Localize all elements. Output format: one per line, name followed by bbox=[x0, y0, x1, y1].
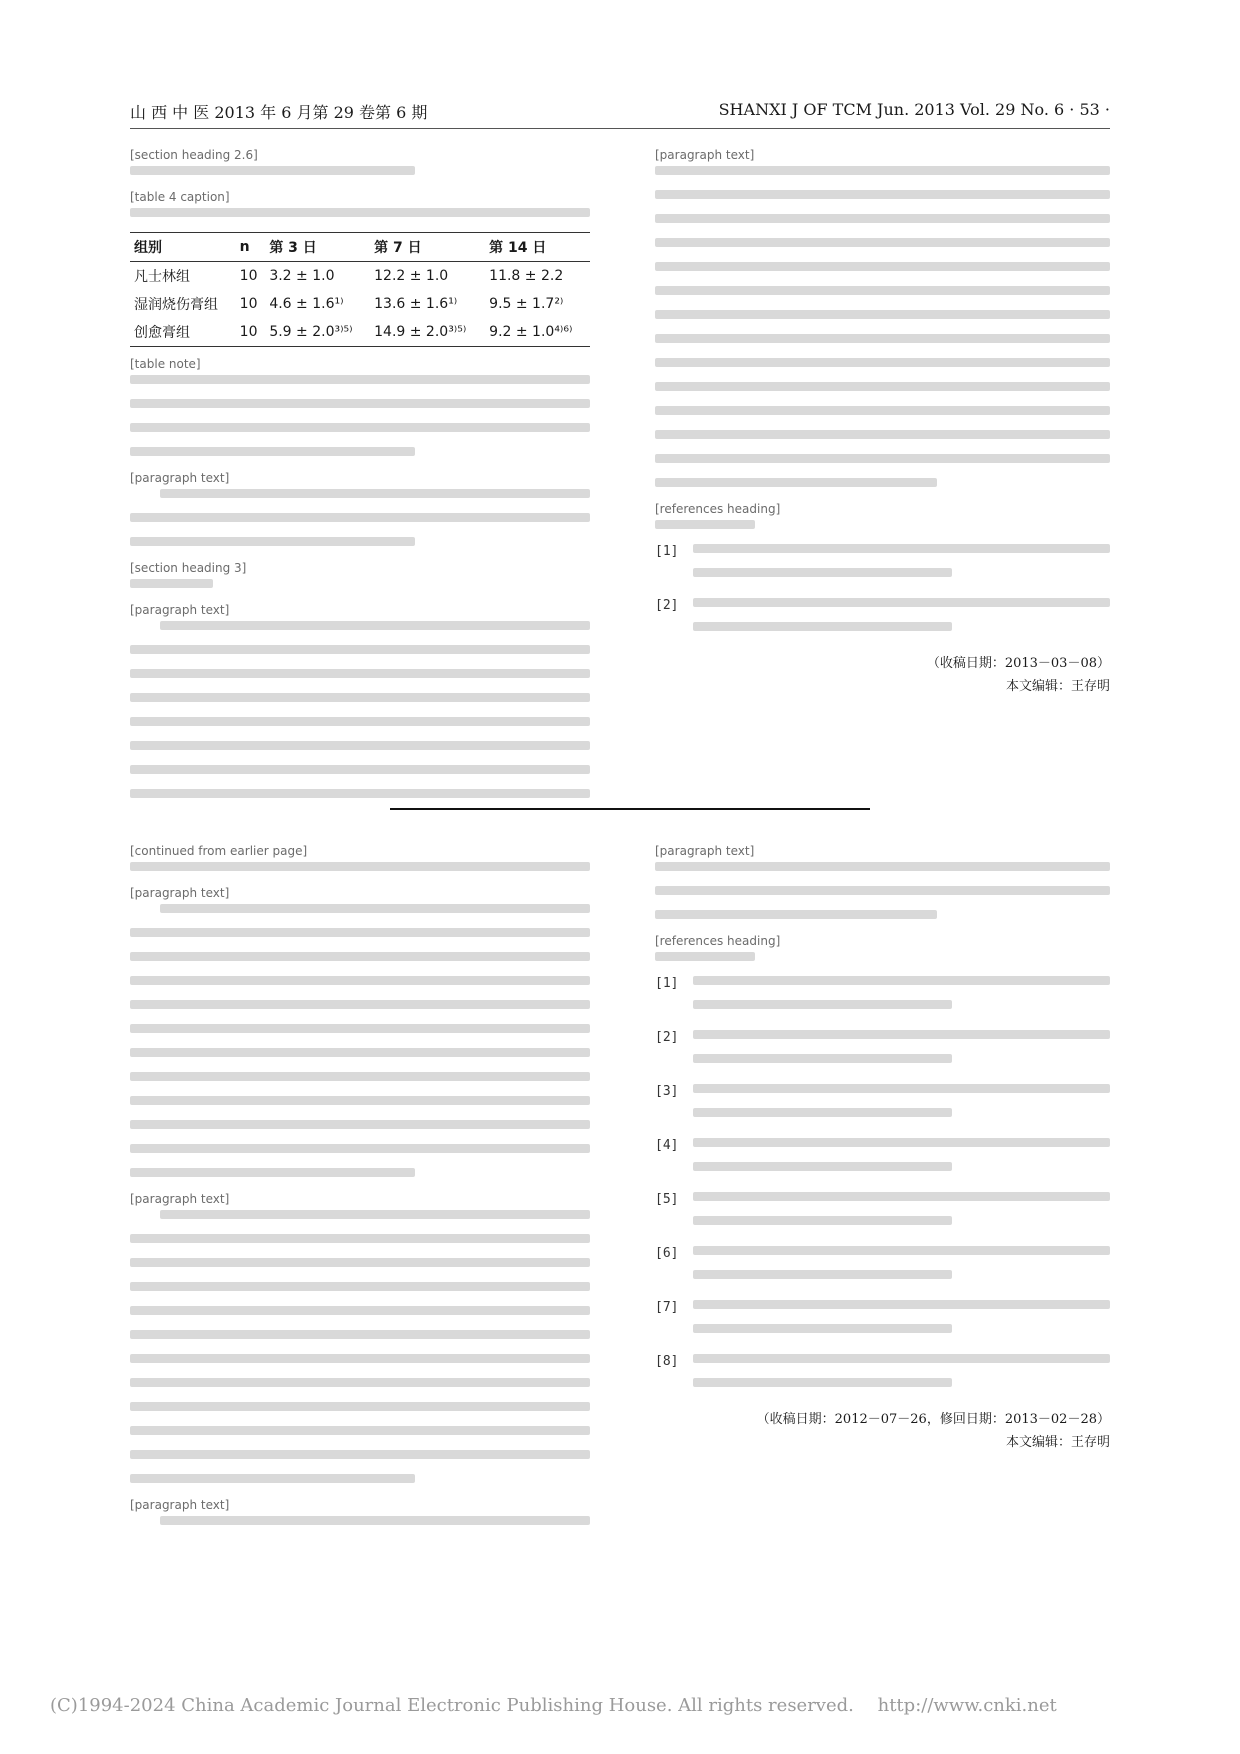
reference-item bbox=[655, 1192, 1110, 1240]
bottom-left-column bbox=[130, 838, 590, 1540]
reference-text bbox=[693, 976, 1110, 1024]
reference-number: [2] bbox=[655, 1030, 679, 1045]
reference-text bbox=[693, 1192, 1110, 1240]
table-4-caption: [table 4 caption] bbox=[130, 190, 230, 204]
received-date: （收稿日期：2012－07－26，修回日期：2013－02－28） bbox=[756, 1412, 1110, 1427]
references-heading: [references heading] bbox=[655, 934, 781, 948]
reference-item bbox=[655, 544, 1110, 592]
cnki-url: http://www.cnki.net bbox=[877, 1695, 1057, 1716]
line bbox=[693, 1354, 1110, 1363]
line bbox=[130, 1024, 590, 1033]
table-4 bbox=[130, 232, 590, 347]
table-note-label: [table note] bbox=[130, 357, 201, 371]
line bbox=[130, 447, 415, 456]
paragraph-label: [paragraph text] bbox=[130, 1192, 230, 1206]
line bbox=[655, 478, 937, 487]
line bbox=[160, 621, 590, 630]
line bbox=[130, 1450, 590, 1459]
line bbox=[693, 1192, 1110, 1201]
line bbox=[693, 1378, 952, 1387]
line bbox=[130, 789, 590, 798]
line bbox=[655, 238, 1110, 247]
line bbox=[130, 952, 590, 961]
continuation-label: [continued from earlier page] bbox=[130, 844, 308, 858]
line bbox=[130, 1258, 590, 1267]
table-row bbox=[130, 262, 590, 291]
column-header: 第 3 日 bbox=[269, 240, 317, 256]
line bbox=[130, 717, 590, 726]
table-row bbox=[130, 318, 590, 347]
reference-text bbox=[693, 1084, 1110, 1132]
line bbox=[130, 1402, 590, 1411]
line bbox=[693, 1108, 952, 1117]
line bbox=[655, 862, 1110, 871]
line bbox=[130, 1354, 590, 1363]
reference-number: [7] bbox=[655, 1300, 679, 1315]
editor-credit: 本文编辑：王存明 bbox=[1005, 1435, 1110, 1450]
line bbox=[130, 1330, 590, 1339]
reference-text bbox=[693, 1030, 1110, 1078]
line bbox=[693, 568, 952, 577]
line bbox=[693, 1270, 952, 1279]
paragraph-label: [paragraph text] bbox=[130, 471, 230, 485]
line bbox=[130, 669, 590, 678]
line bbox=[130, 765, 590, 774]
journal-issue-left: 山 西 中 医 2013 年 6 月第 29 卷第 6 期 bbox=[130, 103, 428, 122]
line bbox=[130, 1072, 590, 1081]
line bbox=[693, 1030, 1110, 1039]
line bbox=[655, 190, 1110, 199]
reference-number: [3] bbox=[655, 1084, 679, 1099]
table-cell: 14.9 ± 2.0³⁾⁵⁾ bbox=[374, 324, 467, 340]
reference-text bbox=[693, 1246, 1110, 1294]
reference-item bbox=[655, 598, 1110, 646]
line bbox=[693, 544, 1110, 553]
reference-item bbox=[655, 1138, 1110, 1186]
reference-text bbox=[693, 1300, 1110, 1348]
line bbox=[130, 375, 590, 384]
line bbox=[655, 454, 1110, 463]
reference-number: [2] bbox=[655, 598, 679, 613]
line bbox=[130, 208, 590, 217]
reference-number: [1] bbox=[655, 976, 679, 991]
paragraph-label: [paragraph text] bbox=[130, 603, 230, 617]
line bbox=[130, 1168, 415, 1177]
line bbox=[655, 886, 1110, 895]
line bbox=[130, 166, 415, 175]
line bbox=[130, 579, 213, 588]
line bbox=[655, 286, 1110, 295]
line bbox=[130, 693, 590, 702]
top-right-column bbox=[655, 142, 1110, 698]
table-cell: 创愈膏组 bbox=[134, 325, 190, 341]
reference-text bbox=[693, 1138, 1110, 1186]
line bbox=[655, 358, 1110, 367]
table-cell: 12.2 ± 1.0 bbox=[374, 268, 449, 284]
journal-issue-right: SHANXI J OF TCM Jun. 2013 Vol. 29 No. 6 · 53 · bbox=[718, 100, 1110, 119]
line bbox=[130, 1378, 590, 1387]
line bbox=[130, 423, 590, 432]
line bbox=[655, 262, 1110, 271]
table-header-row bbox=[130, 233, 590, 262]
article-divider bbox=[390, 808, 870, 810]
reference-number: [8] bbox=[655, 1354, 679, 1369]
paragraph-label: [paragraph text] bbox=[130, 1498, 230, 1512]
line bbox=[160, 1210, 590, 1219]
line bbox=[655, 214, 1110, 223]
column-header: n bbox=[239, 239, 250, 255]
line bbox=[130, 862, 590, 871]
line bbox=[130, 1474, 415, 1483]
bottom-right-column bbox=[655, 838, 1110, 1454]
reference-item bbox=[655, 1084, 1110, 1132]
line bbox=[130, 1120, 590, 1129]
table-row bbox=[130, 290, 590, 318]
line bbox=[655, 952, 755, 961]
reference-item bbox=[655, 1300, 1110, 1348]
reference-text bbox=[693, 544, 1110, 592]
line bbox=[693, 1324, 952, 1333]
table-cell: 5.9 ± 2.0³⁾⁵⁾ bbox=[269, 324, 353, 340]
line bbox=[160, 489, 590, 498]
paragraph-label: [paragraph text] bbox=[655, 148, 755, 162]
table-cell: 11.8 ± 2.2 bbox=[489, 268, 564, 284]
table-cell: 湿润烧伤膏组 bbox=[134, 297, 218, 313]
line bbox=[130, 645, 590, 654]
line bbox=[655, 520, 755, 529]
line bbox=[130, 1282, 590, 1291]
reference-item bbox=[655, 1030, 1110, 1078]
line bbox=[655, 310, 1110, 319]
line bbox=[130, 399, 590, 408]
copyright-footer bbox=[50, 1695, 1190, 1716]
reference-number: [6] bbox=[655, 1246, 679, 1261]
line bbox=[693, 1300, 1110, 1309]
received-date: （收稿日期：2013－03－08） bbox=[926, 656, 1110, 671]
table-cell: 10 bbox=[239, 324, 258, 340]
reference-text bbox=[693, 1354, 1110, 1402]
line bbox=[655, 334, 1110, 343]
line bbox=[655, 166, 1110, 175]
line bbox=[130, 1096, 590, 1105]
line bbox=[160, 1516, 590, 1525]
column-header: 第 14 日 bbox=[489, 240, 547, 256]
line bbox=[693, 622, 952, 631]
table-cell: 9.5 ± 1.7²⁾ bbox=[489, 296, 564, 312]
reference-text bbox=[693, 598, 1110, 646]
line bbox=[655, 406, 1110, 415]
line bbox=[130, 1234, 590, 1243]
line bbox=[160, 904, 590, 913]
line bbox=[693, 1162, 952, 1171]
reference-number: [1] bbox=[655, 544, 679, 559]
reference-item bbox=[655, 976, 1110, 1024]
section-2-6-heading: [section heading 2.6] bbox=[130, 148, 258, 162]
line bbox=[130, 1048, 590, 1057]
running-header bbox=[130, 98, 1110, 129]
line bbox=[130, 976, 590, 985]
line bbox=[655, 382, 1110, 391]
line bbox=[130, 1144, 590, 1153]
section-3-heading: [section heading 3] bbox=[130, 561, 247, 575]
line bbox=[693, 598, 1110, 607]
line bbox=[693, 1138, 1110, 1147]
line bbox=[693, 1246, 1110, 1255]
line bbox=[693, 1216, 952, 1225]
reference-item bbox=[655, 1354, 1110, 1402]
line bbox=[655, 910, 937, 919]
table-cell: 10 bbox=[239, 268, 258, 284]
paragraph-label: [paragraph text] bbox=[130, 886, 230, 900]
table-cell: 凡士林组 bbox=[134, 269, 190, 285]
references-heading: [references heading] bbox=[655, 502, 781, 516]
table-cell: 10 bbox=[239, 296, 258, 312]
line bbox=[130, 1426, 590, 1435]
line bbox=[130, 1306, 590, 1315]
reference-number: [4] bbox=[655, 1138, 679, 1153]
editor-credit: 本文编辑：王存明 bbox=[1005, 679, 1110, 694]
line bbox=[693, 1000, 952, 1009]
line bbox=[130, 928, 590, 937]
paragraph-label: [paragraph text] bbox=[655, 844, 755, 858]
line bbox=[693, 1084, 1110, 1093]
table-cell: 9.2 ± 1.0⁴⁾⁶⁾ bbox=[489, 324, 573, 340]
reference-item bbox=[655, 1246, 1110, 1294]
column-header: 第 7 日 bbox=[374, 240, 422, 256]
reference-number: [5] bbox=[655, 1192, 679, 1207]
table-cell: 13.6 ± 1.6¹⁾ bbox=[374, 296, 458, 312]
copyright-text: (C)1994-2024 China Academic Journal Electronic Publishing House. All rights reserved. bbox=[50, 1695, 854, 1716]
line bbox=[693, 1054, 952, 1063]
line bbox=[655, 430, 1110, 439]
top-left-column bbox=[130, 142, 590, 813]
line bbox=[693, 976, 1110, 985]
line bbox=[130, 537, 415, 546]
line bbox=[130, 741, 590, 750]
line bbox=[130, 1000, 590, 1009]
line bbox=[130, 513, 590, 522]
column-header: 组别 bbox=[134, 240, 162, 256]
table-cell: 3.2 ± 1.0 bbox=[269, 268, 335, 284]
table-cell: 4.6 ± 1.6¹⁾ bbox=[269, 296, 344, 312]
